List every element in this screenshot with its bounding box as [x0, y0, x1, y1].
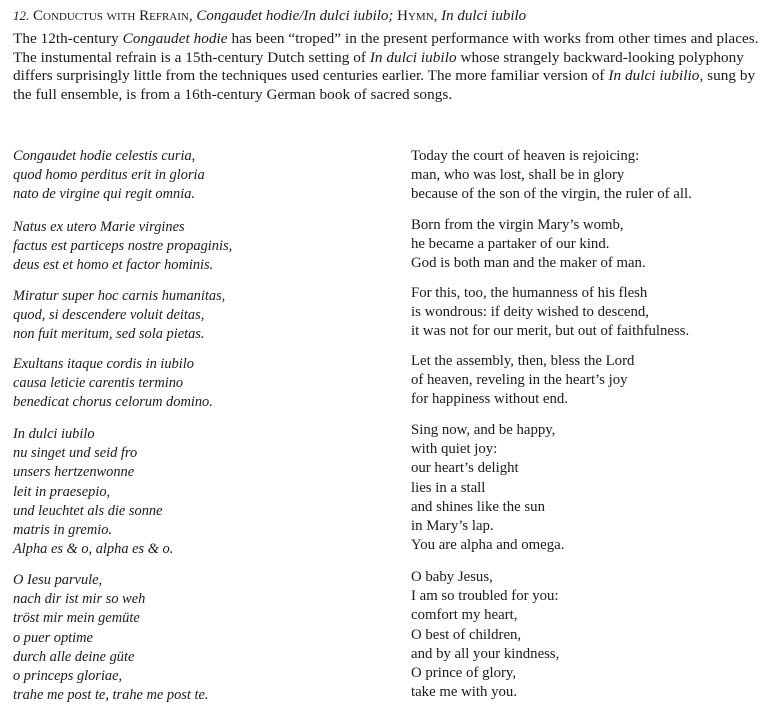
english-line: For this, too, the humanness of his flesh: [411, 285, 648, 301]
latin-line: Exultans itaque cordis in iubilo: [13, 356, 194, 372]
title-work: Congaudet hodie/In dulci iubilo;: [196, 8, 394, 24]
english-line: Born from the virgin Mary’s womb,: [411, 217, 624, 233]
english-line: I am so troubled for you:: [411, 588, 559, 605]
latin-line: und leuchtet als die sonne: [13, 502, 163, 519]
english-line: O best of children,: [411, 626, 522, 643]
title-genre-2: Hymn,: [397, 8, 438, 24]
latin-line: tröst mir mein gemüte: [13, 610, 140, 627]
english-line: and shines like the sun: [411, 498, 545, 515]
latin-line: O Iesu parvule,: [13, 572, 103, 588]
latin-stanza: [13, 218, 232, 276]
intro-title: Congaudet hodie: [122, 30, 228, 47]
title-work-2: In dulci iubilo: [441, 8, 527, 24]
intro-title: In dulci iubilio: [608, 67, 700, 85]
latin-line: benedicat chorus celorum domino.: [13, 394, 213, 411]
english-line: God is both man and the maker of man.: [411, 255, 646, 272]
english-stanza: [411, 352, 634, 410]
latin-line: non fuit meritum, sed sola pietas.: [13, 326, 205, 343]
english-stanza: [411, 216, 646, 274]
latin-line: matris in gremio.: [13, 522, 113, 539]
english-line: our heart’s delight: [411, 460, 519, 477]
track-heading: [13, 6, 761, 26]
intro-text: whose strangely backward-looking polyphony differs surprisingly little from the techniques used centuries earlier. The more familiar version of: [13, 48, 744, 85]
title-genre: Conductus with Refrain,: [33, 8, 193, 24]
english-line: You are alpha and omega.: [411, 537, 565, 554]
latin-line: Alpha es & o, alpha es & o.: [13, 541, 174, 558]
english-line: man, who was lost, shall be in glory: [411, 167, 625, 184]
latin-line: quod, si descendere voluit deitas,: [13, 307, 205, 324]
english-line: and by all your kindness,: [411, 645, 560, 662]
english-stanza: [411, 421, 564, 555]
english-stanza: [411, 284, 689, 342]
latin-line: Miratur super hoc carnis humanitas,: [13, 288, 226, 304]
english-line: take me with you.: [411, 684, 518, 701]
latin-line: trahe me post te, trahe me post te.: [13, 687, 209, 704]
english-line: for happiness without end.: [411, 391, 568, 408]
latin-line: o princeps gloriae,: [13, 668, 123, 685]
english-line: is wondrous: if deity wished to descend,: [411, 304, 649, 321]
latin-stanza: [13, 147, 205, 205]
latin-line: nu singet und seid fro: [13, 445, 138, 462]
intro-title: In dulci iubilo: [369, 48, 457, 66]
intro-paragraph: [13, 30, 761, 104]
latin-line: Natus ex utero Marie virgines: [13, 219, 185, 235]
english-stanza: [411, 568, 559, 702]
latin-stanza: [13, 571, 208, 705]
latin-line: leit in praesepio,: [13, 483, 111, 500]
english-line: Sing now, and be happy,: [411, 422, 556, 438]
english-line: Today the court of heaven is rejoicing:: [411, 148, 640, 164]
track-number: 12.: [13, 8, 30, 23]
latin-line: factus est particeps nostre propaginis,: [13, 238, 233, 255]
latin-stanza: [13, 287, 225, 345]
latin-line: Congaudet hodie celestis curia,: [13, 148, 196, 164]
latin-line: unsers hertzenwonne: [13, 464, 135, 481]
english-line: lies in a stall: [411, 479, 486, 496]
english-line: with quiet joy:: [411, 441, 498, 458]
intro-text: , sung by the full ensemble, is from a 16th-century German book of sacred songs.: [13, 67, 756, 103]
latin-line: nach dir ist mir so weh: [13, 591, 146, 608]
latin-line: In dulci iubilo: [13, 426, 95, 442]
english-stanza: [411, 147, 692, 205]
latin-line: quod homo perditus erit in gloria: [13, 167, 205, 184]
latin-line: causa leticie carentis termino: [13, 375, 184, 392]
english-line: O baby Jesus,: [411, 569, 493, 585]
intro-text: has been “troped” in the present performance with works from other times and places. The instumental refrain is a 15th-century Dutch setting of: [13, 30, 759, 66]
english-line: because of the son of the virgin, the ruler of all.: [411, 186, 692, 203]
latin-line: o puer optime: [13, 629, 93, 646]
latin-line: nato de virgine qui regit omnia.: [13, 186, 195, 203]
english-line: comfort my heart,: [411, 607, 518, 624]
latin-stanza: [13, 425, 173, 559]
english-line: O prince of glory,: [411, 665, 517, 682]
latin-stanza: [13, 355, 213, 413]
english-line: Let the assembly, then, bless the Lord: [411, 353, 635, 369]
english-line: in Mary’s lap.: [411, 518, 494, 535]
latin-line: durch alle deine güte: [13, 648, 135, 665]
intro-text: The 12th-century: [13, 30, 123, 47]
english-line: it was not for our merit, but out of faithfulness.: [411, 323, 690, 340]
english-line: he became a partaker of our kind.: [411, 236, 610, 253]
latin-line: deus est et homo et factor hominis.: [13, 257, 214, 274]
booklet-page: [13, 6, 761, 704]
english-line: of heaven, reveling in the heart’s joy: [411, 372, 628, 389]
